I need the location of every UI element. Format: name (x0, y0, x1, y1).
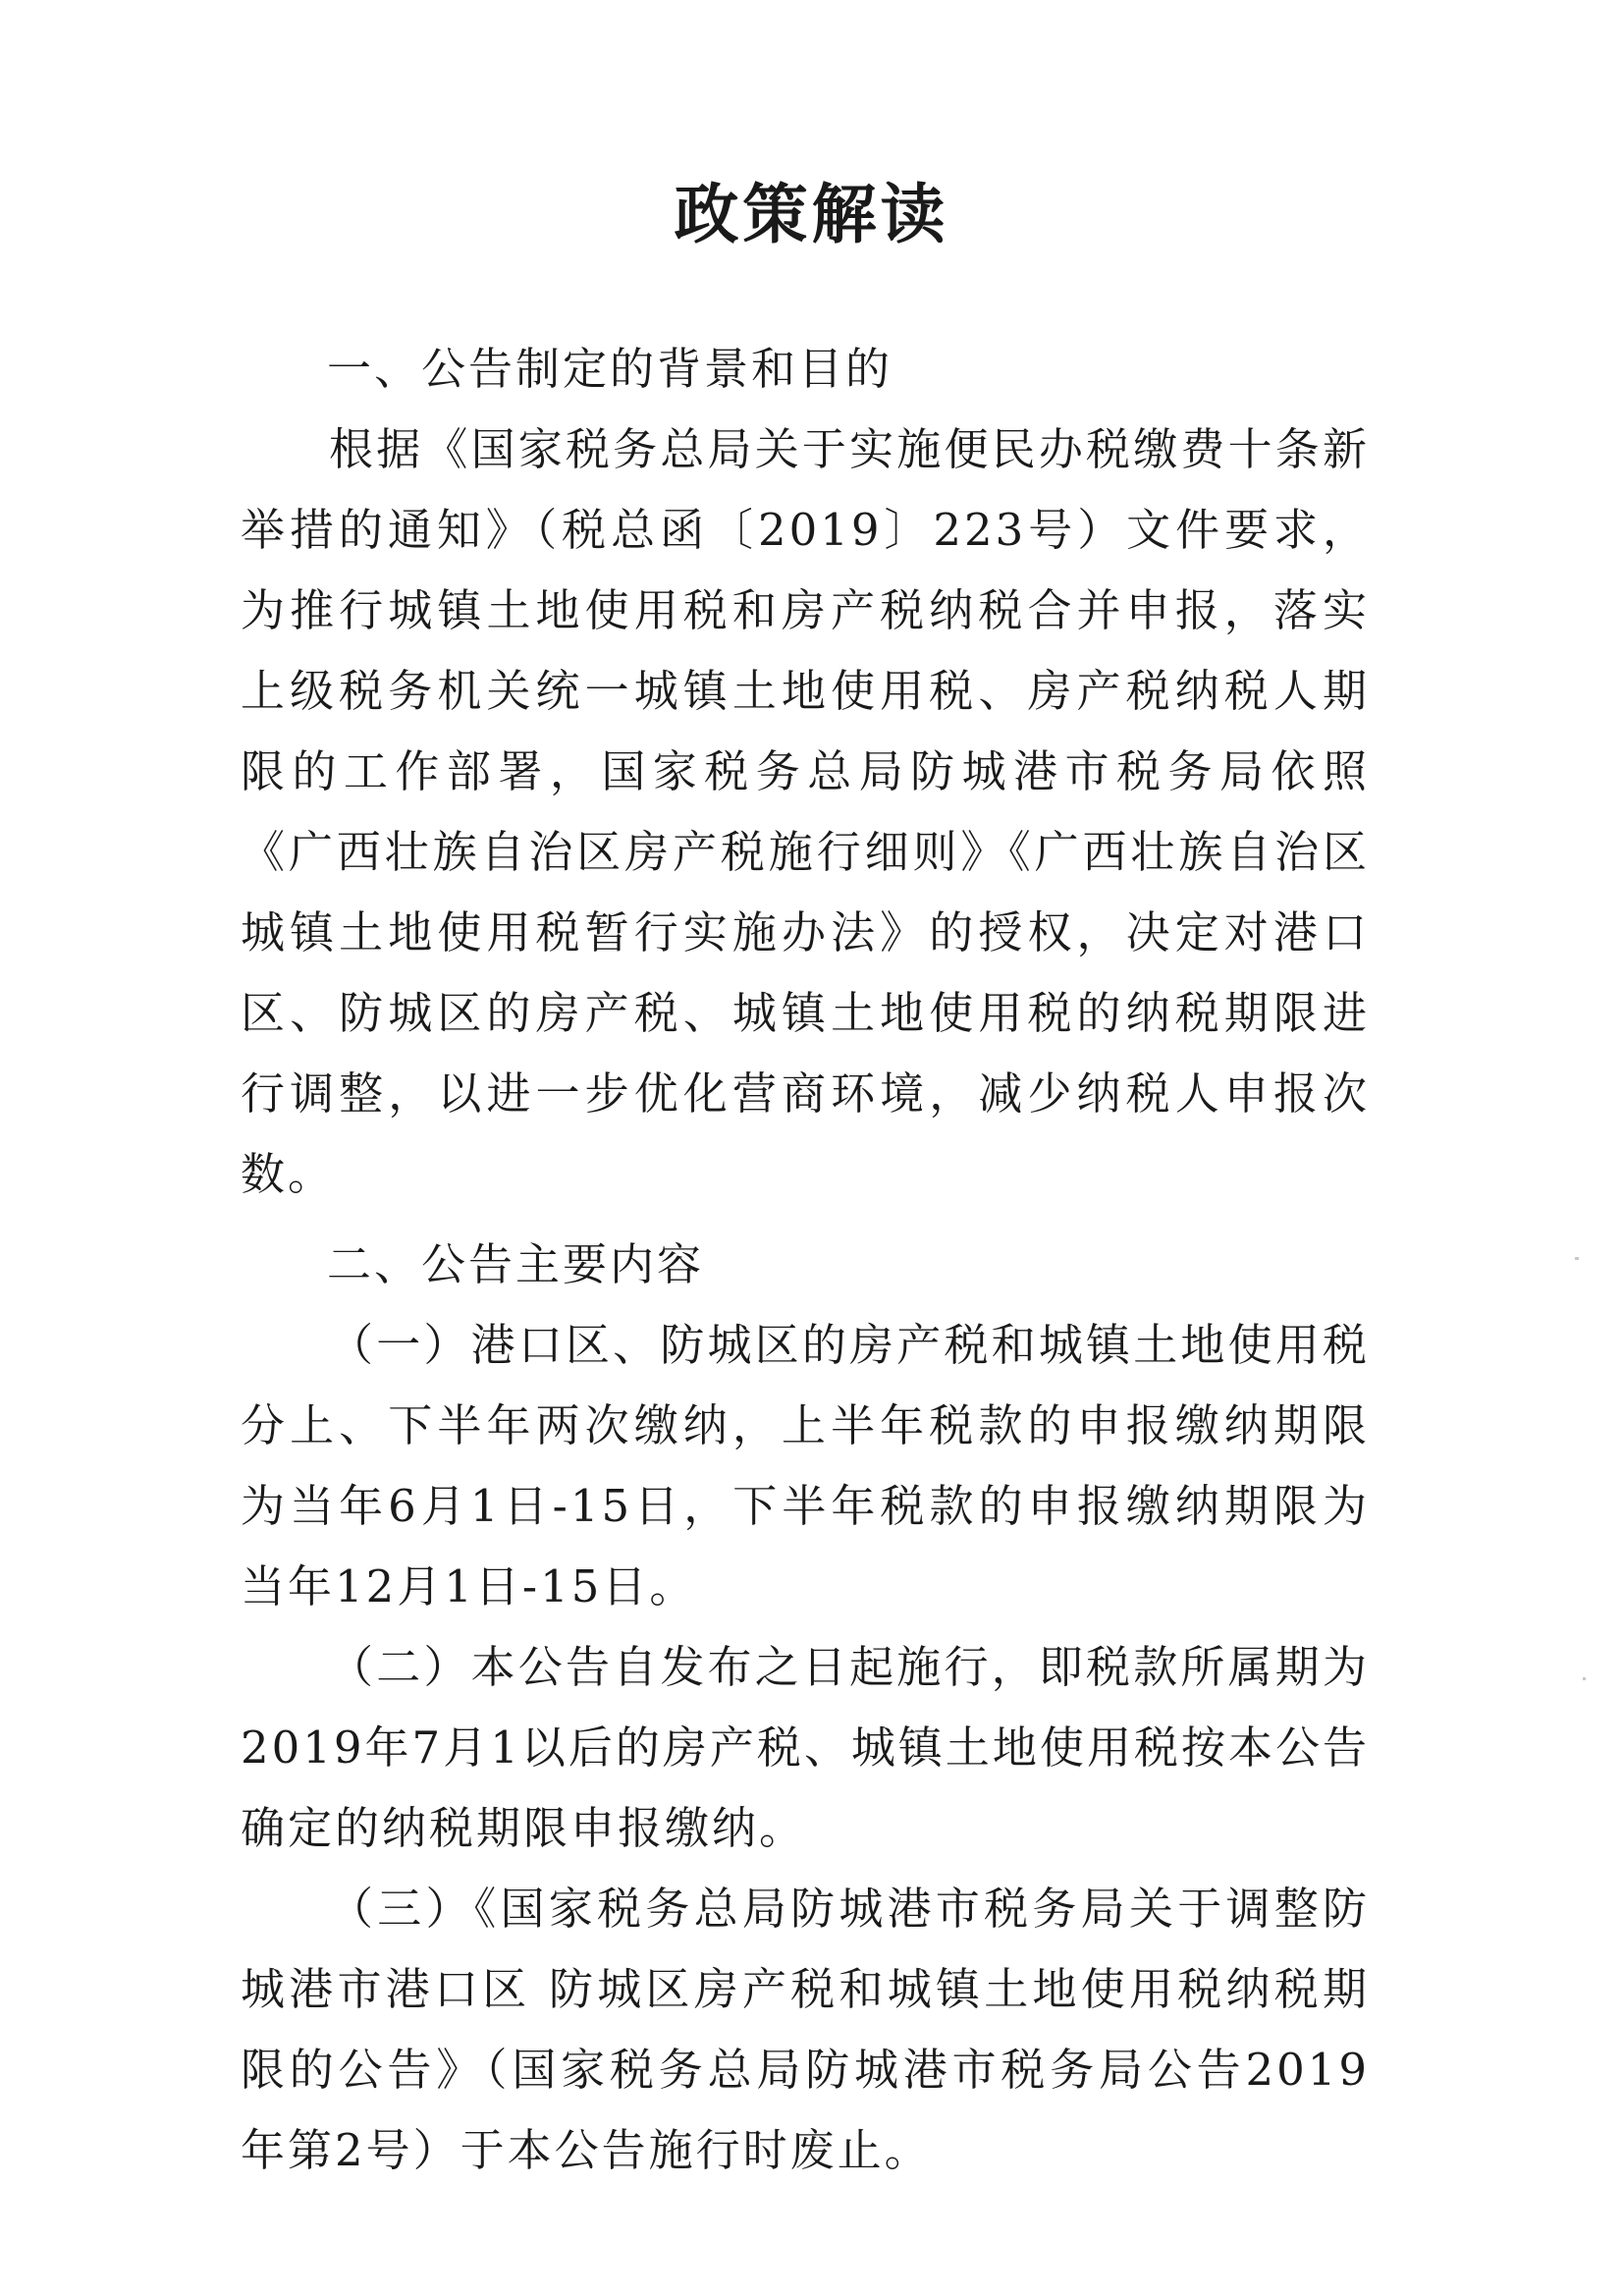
scan-artifact (1575, 1257, 1579, 1260)
section-paragraph: （二）本公告自发布之日起施行，即税款所属期为2019年7月1以后的房产税、城镇土地使用税按本公告确定的纳税期限申报缴纳。 (241, 1641, 1370, 1854)
document-body (241, 329, 1370, 2191)
section-paragraph: （一）港口区、防城区的房产税和城镇土地使用税分上、下半年两次缴纳，上半年税款的申报缴纳期限为当年6月1日-15日，下半年税款的申报缴纳期限为当年12月1日-15日。 (241, 1319, 1370, 1613)
section-heading-background: 一、公告制定的背景和目的 (327, 343, 893, 395)
section-paragraph: 根据《国家税务总局关于实施便民办税缴费十条新举措的通知》（税总函〔2019〕223号）文件要求，为推行城镇土地使用税和房产税纳税合并申报，落实上级税务机关统一城镇土地使用税、房产税纳税人期限的工作部署，国家税务总局防城港市税务局依照《广西壮族自治区房产税施行细则》《广西壮族自治区城镇土地使用税暂行实施办法》的授权，决定对港口区、防城区的房产税、城镇土地使用税的纳税期限进行调整，以进一步优化营商环境，减少纳税人申报次数。 (241, 423, 1370, 1200)
section-heading-main-content: 二、公告主要内容 (327, 1238, 705, 1290)
section-paragraph: （三）《国家税务总局防城港市税务局关于调整防城港市港口区 防城区房产税和城镇土地使用税纳税期限的公告》（国家税务总局防城港市税务局公告2019年第2号）于本公告施行时废止。 (241, 1883, 1370, 2176)
scan-artifact (1583, 1677, 1586, 1680)
document-title: 政策解读 (674, 176, 949, 252)
